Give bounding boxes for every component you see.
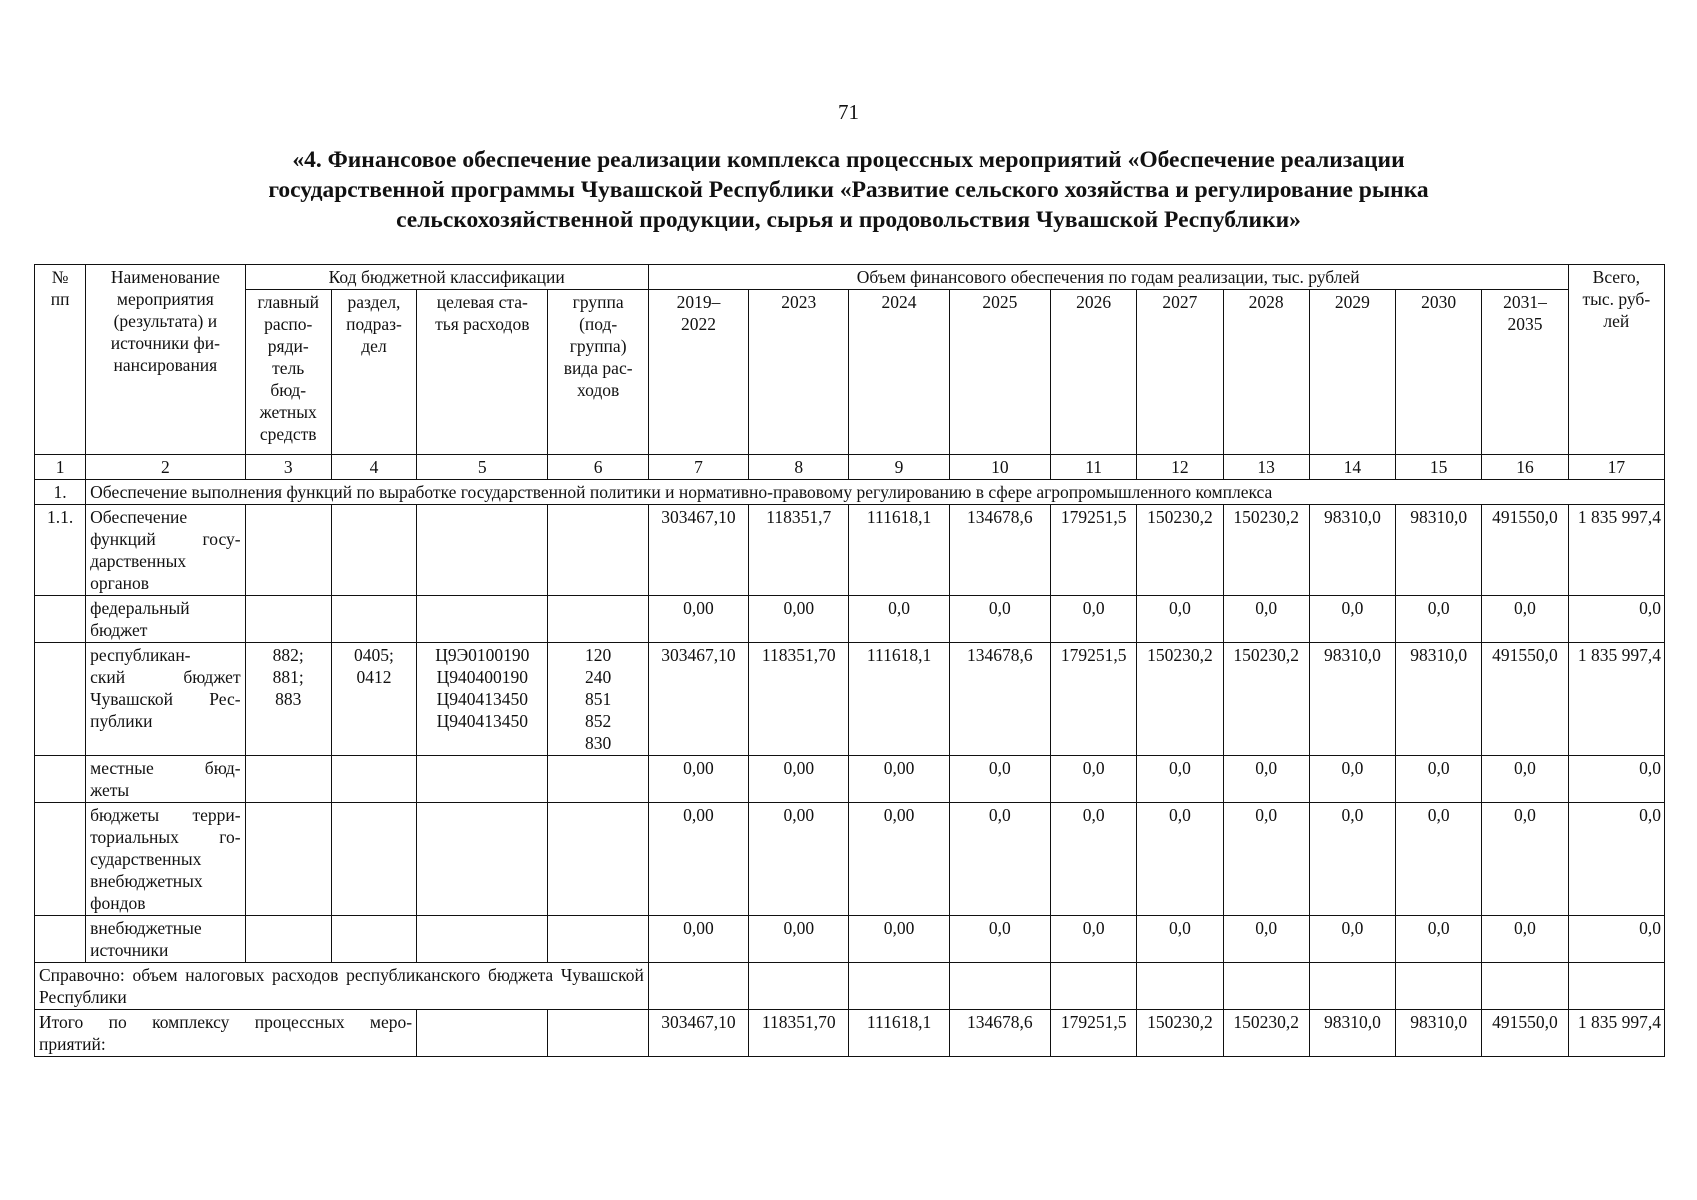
value-cell: 0,00 [849, 803, 949, 916]
cell-line: тель [272, 358, 305, 378]
column-number: 17 [1568, 455, 1664, 480]
header-grbs [245, 290, 331, 455]
cell [1568, 963, 1664, 1010]
row-number [35, 803, 86, 916]
column-number: 9 [849, 455, 949, 480]
row-number [35, 596, 86, 643]
page-number: 71 [838, 100, 859, 124]
cell-line: ходов [577, 380, 620, 400]
cell-line: федеральный [90, 598, 190, 618]
column-number: 12 [1137, 455, 1223, 480]
column-number: 13 [1223, 455, 1309, 480]
section-cell [331, 596, 416, 643]
column-number: 3 [245, 455, 331, 480]
header-budget-code: Код бюджетной классификации [245, 265, 648, 290]
value-cell: 303467,10 [648, 505, 748, 596]
cell-line: публики [90, 711, 153, 731]
row-name [86, 643, 245, 756]
cell-line: источники [90, 940, 169, 960]
title-line: «4. Финансовое обеспечение реализации комплекса процессных мероприятий «Обеспечение реализации [292, 147, 1405, 173]
column-number: 8 [749, 455, 849, 480]
cell-line: 2024 [881, 292, 917, 312]
table-row [35, 916, 1665, 963]
value-cell: 0,0 [1223, 916, 1309, 963]
target-cell [417, 505, 548, 596]
column-number: 1 [35, 455, 86, 480]
row-number [35, 916, 86, 963]
cell-line: Обеспечение [90, 507, 188, 527]
cell-line: 2028 [1248, 292, 1284, 312]
column-numbers-row [35, 455, 1665, 480]
cell [1482, 963, 1568, 1010]
value-cell: 0,0 [1137, 916, 1223, 963]
value-cell: 0,0 [1309, 803, 1395, 916]
value-cell: 150230,2 [1137, 1010, 1223, 1057]
value-cell: 0,00 [749, 596, 849, 643]
cell-line: бюджет [90, 620, 148, 640]
cell-line: тья расходов [435, 314, 530, 334]
cell-line: 881; [272, 667, 304, 687]
section-cell [331, 643, 416, 756]
table-row [35, 596, 1665, 643]
value-cell: 0,0 [1568, 756, 1664, 803]
value-cell: 134678,6 [949, 643, 1050, 756]
row-name [86, 505, 245, 596]
cell-line: (результата) и [113, 311, 218, 331]
cell-line: бюджеты терри- [90, 805, 241, 825]
header-no [35, 265, 86, 455]
column-number: 11 [1051, 455, 1137, 480]
cell-line: Ц940413450 [436, 689, 528, 709]
value-cell: 98310,0 [1309, 1010, 1395, 1057]
cell-line: нансирования [113, 355, 218, 375]
cell-line: 2023 [781, 292, 817, 312]
cell-line: Республики [39, 987, 127, 1007]
value-cell: 111618,1 [849, 1010, 949, 1057]
cell-line: 2029 [1334, 292, 1370, 312]
cell [417, 1010, 548, 1057]
value-cell: 179251,5 [1051, 505, 1137, 596]
grbs-cell [245, 505, 331, 596]
cell-line: дарственных [90, 551, 187, 571]
value-cell: 0,00 [849, 756, 949, 803]
value-cell: 150230,2 [1223, 505, 1309, 596]
value-cell: 98310,0 [1309, 505, 1395, 596]
section-title: Обеспечение выполнения функций по выработке государственной политики и нормативно-правовому регулированию в сфере агропромышленного комплекса [86, 480, 1665, 505]
value-cell: 0,0 [1396, 803, 1482, 916]
row-name [86, 756, 245, 803]
value-cell: 0,0 [1396, 596, 1482, 643]
header-year [949, 290, 1050, 455]
reference-text [35, 963, 649, 1010]
total-label [35, 1010, 417, 1057]
cell-line: лей [1603, 311, 1630, 331]
value-cell: 150230,2 [1137, 643, 1223, 756]
cell-line: 2025 [982, 292, 1018, 312]
cell-line: 240 [585, 667, 612, 687]
cell-line: (под- [579, 314, 618, 334]
value-cell: 0,0 [1137, 756, 1223, 803]
value-cell: 134678,6 [949, 1010, 1050, 1057]
value-cell: 1 835 997,4 [1568, 505, 1664, 596]
value-cell: 0,0 [1568, 916, 1664, 963]
target-cell [417, 916, 548, 963]
value-cell: 1 835 997,4 [1568, 643, 1664, 756]
table-row [35, 643, 1665, 756]
value-cell: 0,0 [949, 916, 1050, 963]
cell-line: группа) [569, 336, 627, 356]
value-cell: 0,0 [1482, 916, 1568, 963]
value-cell: 150230,2 [1223, 643, 1309, 756]
value-cell: 111618,1 [849, 505, 949, 596]
value-cell: 118351,7 [749, 505, 849, 596]
value-cell: 118351,70 [749, 1010, 849, 1057]
value-cell: 118351,70 [749, 643, 849, 756]
value-cell: 98310,0 [1309, 643, 1395, 756]
value-cell: 0,00 [648, 596, 748, 643]
cell-line: 0405; [354, 645, 394, 665]
cell-line: бюд- [270, 380, 307, 400]
header-year [1223, 290, 1309, 455]
cell-line: целевая ста- [436, 292, 528, 312]
cell-line: подраз- [346, 314, 402, 334]
grbs-cell [245, 643, 331, 756]
cell-line: распо- [264, 314, 313, 334]
column-number: 6 [548, 455, 648, 480]
header-year [1051, 290, 1137, 455]
value-cell: 0,00 [849, 916, 949, 963]
value-cell: 0,0 [949, 596, 1050, 643]
value-cell: 0,0 [1568, 803, 1664, 916]
cell [1223, 963, 1309, 1010]
cell-line: ский бюджет [90, 667, 241, 687]
value-cell: 0,0 [1137, 803, 1223, 916]
row-name [86, 803, 245, 916]
value-cell: 0,0 [1396, 756, 1482, 803]
row-name [86, 596, 245, 643]
header-year [648, 290, 748, 455]
value-cell: 150230,2 [1223, 1010, 1309, 1057]
cell [1396, 963, 1482, 1010]
header-total [1568, 265, 1664, 455]
value-cell: 0,0 [1309, 596, 1395, 643]
value-cell: 491550,0 [1482, 1010, 1568, 1057]
cell-line: вида рас- [563, 358, 633, 378]
value-cell: 0,00 [749, 756, 849, 803]
cell-line: Итого по комплексу процессных меро- [39, 1012, 413, 1032]
value-cell: 0,0 [1568, 596, 1664, 643]
group-cell [548, 643, 648, 756]
row-number [35, 643, 86, 756]
cell-line: Ц940400190 [436, 667, 528, 687]
value-cell: 0,0 [849, 596, 949, 643]
value-cell: 0,0 [1051, 596, 1137, 643]
cell-line: 851 [585, 689, 612, 709]
value-cell: 0,0 [1396, 916, 1482, 963]
value-cell: 179251,5 [1051, 643, 1137, 756]
value-cell: 98310,0 [1396, 1010, 1482, 1057]
cell [548, 1010, 648, 1057]
value-cell: 0,0 [949, 803, 1050, 916]
column-number: 4 [331, 455, 416, 480]
target-cell [417, 643, 548, 756]
value-cell: 0,0 [1482, 756, 1568, 803]
cell-line: группа [572, 292, 624, 312]
value-cell: 0,0 [949, 756, 1050, 803]
cell-line: 2035 [1507, 314, 1543, 334]
row-number: 1.1. [35, 505, 86, 596]
header-row-1 [35, 265, 1665, 290]
column-number: 14 [1309, 455, 1395, 480]
cell [949, 963, 1050, 1010]
grbs-cell [245, 916, 331, 963]
value-cell: 98310,0 [1396, 505, 1482, 596]
value-cell: 0,0 [1137, 596, 1223, 643]
header-year [1396, 290, 1482, 455]
value-cell: 1 835 997,4 [1568, 1010, 1664, 1057]
cell-line: 830 [585, 733, 612, 753]
value-cell: 134678,6 [949, 505, 1050, 596]
cell [849, 963, 949, 1010]
value-cell: 0,0 [1051, 756, 1137, 803]
value-cell: 0,0 [1051, 803, 1137, 916]
value-cell: 491550,0 [1482, 643, 1568, 756]
cell-line: 883 [275, 689, 302, 709]
value-cell: 0,0 [1309, 756, 1395, 803]
target-cell [417, 596, 548, 643]
header-year [1309, 290, 1395, 455]
cell [1137, 963, 1223, 1010]
value-cell: 0,00 [749, 803, 849, 916]
cell-line: Чувашской Рес- [90, 689, 241, 709]
value-cell: 0,0 [1223, 756, 1309, 803]
document-title [150, 145, 1547, 235]
column-number: 16 [1482, 455, 1568, 480]
cell-line: 2030 [1421, 292, 1457, 312]
value-cell: 0,0 [1223, 596, 1309, 643]
group-cell [548, 803, 648, 916]
cell-line: 882; [272, 645, 304, 665]
cell-line: тыс. руб- [1582, 289, 1651, 309]
section-cell [331, 803, 416, 916]
group-cell [548, 596, 648, 643]
section-cell [331, 505, 416, 596]
title-line: государственной программы Чувашской Республики «Развитие сельского хозяйства и регулирование рынка [268, 177, 1429, 203]
cell-line: республикан- [90, 645, 191, 665]
cell-line: фондов [90, 893, 146, 913]
header-year [1482, 290, 1568, 455]
value-cell: 0,00 [648, 916, 748, 963]
column-number: 10 [949, 455, 1050, 480]
column-number: 7 [648, 455, 748, 480]
value-cell: 0,00 [749, 916, 849, 963]
column-number: 2 [86, 455, 245, 480]
header-target [417, 290, 548, 455]
header-section [331, 290, 416, 455]
section-cell [331, 916, 416, 963]
cell-line: функций госу- [90, 529, 241, 549]
cell-line: 2027 [1162, 292, 1198, 312]
header-year [849, 290, 949, 455]
target-cell [417, 803, 548, 916]
value-cell: 0,0 [1309, 916, 1395, 963]
value-cell: 150230,2 [1137, 505, 1223, 596]
cell-line: пп [50, 289, 70, 309]
row-number [35, 756, 86, 803]
cell [1051, 963, 1137, 1010]
cell-line: Ц940413450 [436, 711, 528, 731]
value-cell: 0,0 [1482, 803, 1568, 916]
cell-line: 2022 [680, 314, 716, 334]
cell-line: жеты [90, 780, 130, 800]
cell-line: Наименование [110, 267, 220, 287]
cell-line: средств [259, 424, 317, 444]
header-name [86, 265, 245, 455]
table-row [35, 505, 1665, 596]
cell-line: органов [90, 573, 149, 593]
value-cell: 0,0 [1482, 596, 1568, 643]
cell-line: мероприятия [116, 289, 214, 309]
group-cell [548, 505, 648, 596]
cell-line: Справочно: объем налоговых расходов республиканского бюджета Чувашской [39, 965, 644, 985]
cell [1309, 963, 1395, 1010]
cell-line: 2031– [1503, 292, 1547, 312]
group-cell [548, 756, 648, 803]
header-volume: Объем финансового обеспечения по годам реализации, тыс. рублей [648, 265, 1568, 290]
cell-line: Ц9Э0100190 [435, 645, 530, 665]
cell-line: источники фи- [110, 333, 220, 353]
cell-line: Всего, [1592, 267, 1640, 287]
column-number: 15 [1396, 455, 1482, 480]
cell-line: сударственных [90, 849, 202, 869]
grbs-cell [245, 756, 331, 803]
cell [749, 963, 849, 1010]
cell-line: внебюджетных [90, 871, 203, 891]
cell-line: внебюджетные [90, 918, 202, 938]
section-row [35, 480, 1665, 505]
value-cell: 0,0 [1223, 803, 1309, 916]
value-cell: 0,0 [1051, 916, 1137, 963]
value-cell: 303467,10 [648, 1010, 748, 1057]
value-cell: 0,00 [648, 756, 748, 803]
section-cell [331, 756, 416, 803]
cell-line: раздел, [347, 292, 401, 312]
value-cell: 98310,0 [1396, 643, 1482, 756]
row-name [86, 916, 245, 963]
grbs-cell [245, 596, 331, 643]
cell-line: 120 [585, 645, 612, 665]
cell-line: № [51, 267, 69, 287]
grbs-cell [245, 803, 331, 916]
financing-table [34, 264, 1665, 1057]
group-cell [548, 916, 648, 963]
section-number: 1. [35, 480, 86, 505]
cell [648, 963, 748, 1010]
cell-line: дел [361, 336, 387, 356]
header-group [548, 290, 648, 455]
value-cell: 0,00 [648, 803, 748, 916]
value-cell: 179251,5 [1051, 1010, 1137, 1057]
header-year [749, 290, 849, 455]
cell-line: ряди- [267, 336, 309, 356]
table-row [35, 756, 1665, 803]
header-row-2 [35, 290, 1665, 455]
target-cell [417, 756, 548, 803]
cell-line: 2026 [1076, 292, 1112, 312]
value-cell: 491550,0 [1482, 505, 1568, 596]
value-cell: 303467,10 [648, 643, 748, 756]
column-number: 5 [417, 455, 548, 480]
header-year [1137, 290, 1223, 455]
table-row [35, 803, 1665, 916]
cell-line: жетных [259, 402, 317, 422]
cell-line: 852 [585, 711, 612, 731]
cell-line: 2019– [676, 292, 721, 312]
cell-line: местные бюд- [90, 758, 241, 778]
value-cell: 111618,1 [849, 643, 949, 756]
cell-line: главный [257, 292, 319, 312]
cell-line: приятий: [39, 1034, 106, 1054]
cell-line: ториальных го- [90, 827, 241, 847]
reference-row [35, 963, 1665, 1010]
title-line: сельскохозяйственной продукции, сырья и продовольствия Чувашской Республики» [396, 207, 1301, 233]
cell-line: 0412 [356, 667, 392, 687]
total-row [35, 1010, 1665, 1057]
